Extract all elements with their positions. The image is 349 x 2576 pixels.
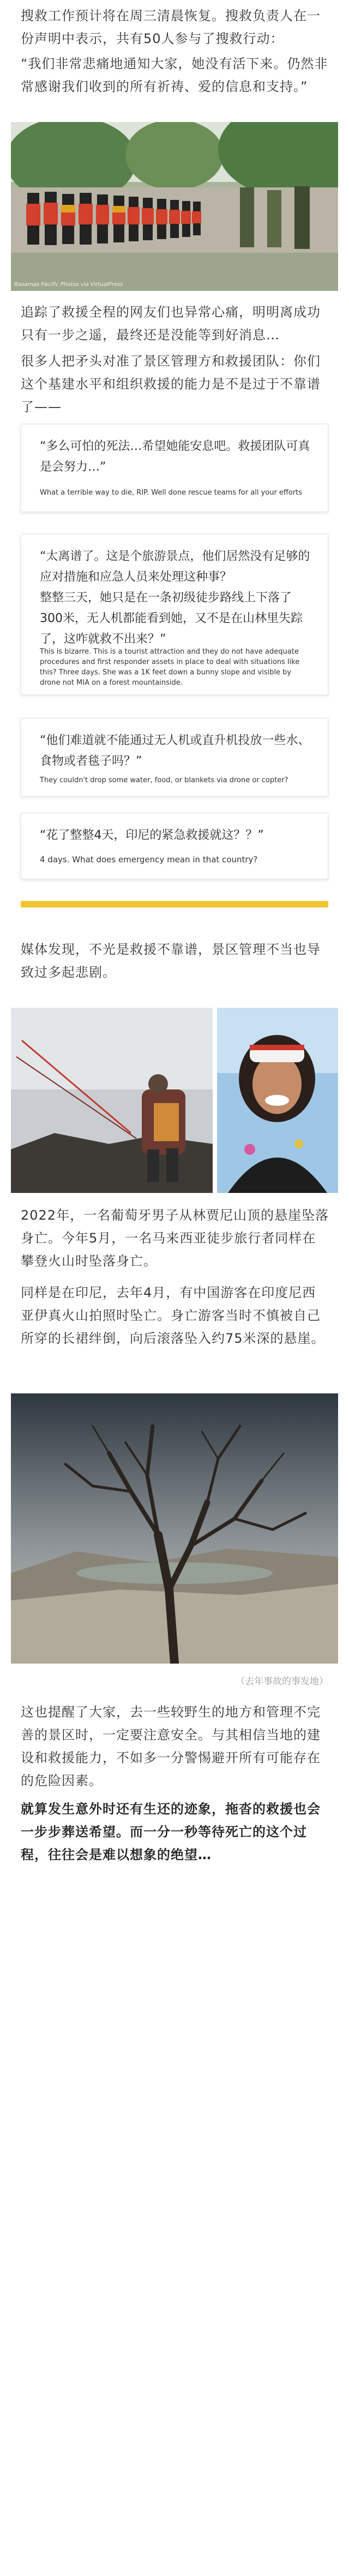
paragraph: 媒体发现，不光是救援不靠谱，景区管理不当也导致过多起悲剧。: [21, 942, 321, 980]
comment-english: What a terrible way to die, RIP. Well done rescue teams for all your efforts: [40, 489, 303, 497]
photo-credit: Basarnas Pacific Photos via VirtualPress: [14, 282, 123, 288]
climber-photo: [11, 1008, 213, 1193]
volcano-crater-photo: [11, 1393, 338, 1664]
portrait-photo: [217, 1008, 338, 1193]
paragraph: 搜救工作预计将在周三清晨恢复。搜救负责人在一份声明中表示，共有50人参与了搜救行动：: [21, 8, 321, 46]
comment-english: They couldn't drop some water, food, or blankets via drone or copter?: [40, 776, 288, 784]
comment-chinese: “他们难道就不能通过无人机或直升机投放一些水、食物或者毯子吗？”: [40, 734, 310, 768]
paragraph: 这也提醒了大家，去一些较野生的地方和管理不完善的景区时，一定要注意安全。与其相信当地的建设和救援能力，不如多一分警惕避开所有可能存在的危险因素。: [21, 1704, 321, 1788]
comment-english: 4 days. What does emergency mean in that country?: [40, 855, 258, 864]
paragraph-quote: “我们非常悲痛地通知大家，她没有活下来。仍然非常感谢我们收到的所有祈祷、爱的信息和支持。”: [21, 56, 328, 94]
photo-caption: （去年事故的事发地）: [236, 1676, 328, 1687]
comment-card: [21, 534, 328, 695]
comment-card: [21, 424, 328, 512]
accent-divider: [21, 901, 328, 908]
comment-chinese: “花了整整4天，印尼的紧急救援就这？？”: [40, 829, 264, 842]
rescue-team-photo: [11, 122, 338, 291]
paragraph: 2022年，一名葡萄牙男子从林贾尼山顶的悬崖坠落身亡。今年5月，一名马来西亚徒步旅行者同样在攀登火山时坠落身亡。: [21, 1208, 329, 1269]
comment-english: This is bizarre. This is a tourist attraction and they do not have adequate procedures and first responder assets in place to deal with situations like this? Three days. She was a 1K feet down a bunny slope and visible by drone not MIA on a forest mountainside.: [40, 648, 300, 687]
paragraph: 很多人把矛头对准了景区管理方和救援团队：你们这个基建水平和组织救援的能力是不是过于不靠谱了——: [21, 354, 321, 415]
comment-chinese: “多么可怕的死法…希望她能安息吧。救援团队可真是会努力…”: [40, 440, 310, 474]
paragraph: 同样是在印尼，去年4月，有中国游客在印度尼西亚伊真火山拍照时坠亡。身亡游客当时不慎被自己所穿的长裙绊倒，向后滚落坠入约75米深的悬崖。: [21, 1285, 325, 1346]
paragraph-emphasis: 就算发生意外时还有生还的迹象，拖沓的救援也会一步步葬送希望。而一分一秒等待死亡的这个过程，往往会是难以想象的绝望…: [21, 1801, 321, 1862]
comment-chinese: “太离谱了。这是个旅游景点，他们居然没有足够的应对措施和应急人员来处理这种事？ 整整三天，她只是在一条初级徒步路线上下落了300米，无人机都能看到她，又不是在山林里失踪了，这咋就救不出来？”: [40, 550, 310, 646]
comment-card: [21, 813, 328, 879]
paragraph: 追踪了救援全程的网友们也异常心痛，明明离成功只有一步之遥，最终还是没能等到好消息…: [21, 305, 321, 343]
comment-card: [21, 718, 328, 796]
